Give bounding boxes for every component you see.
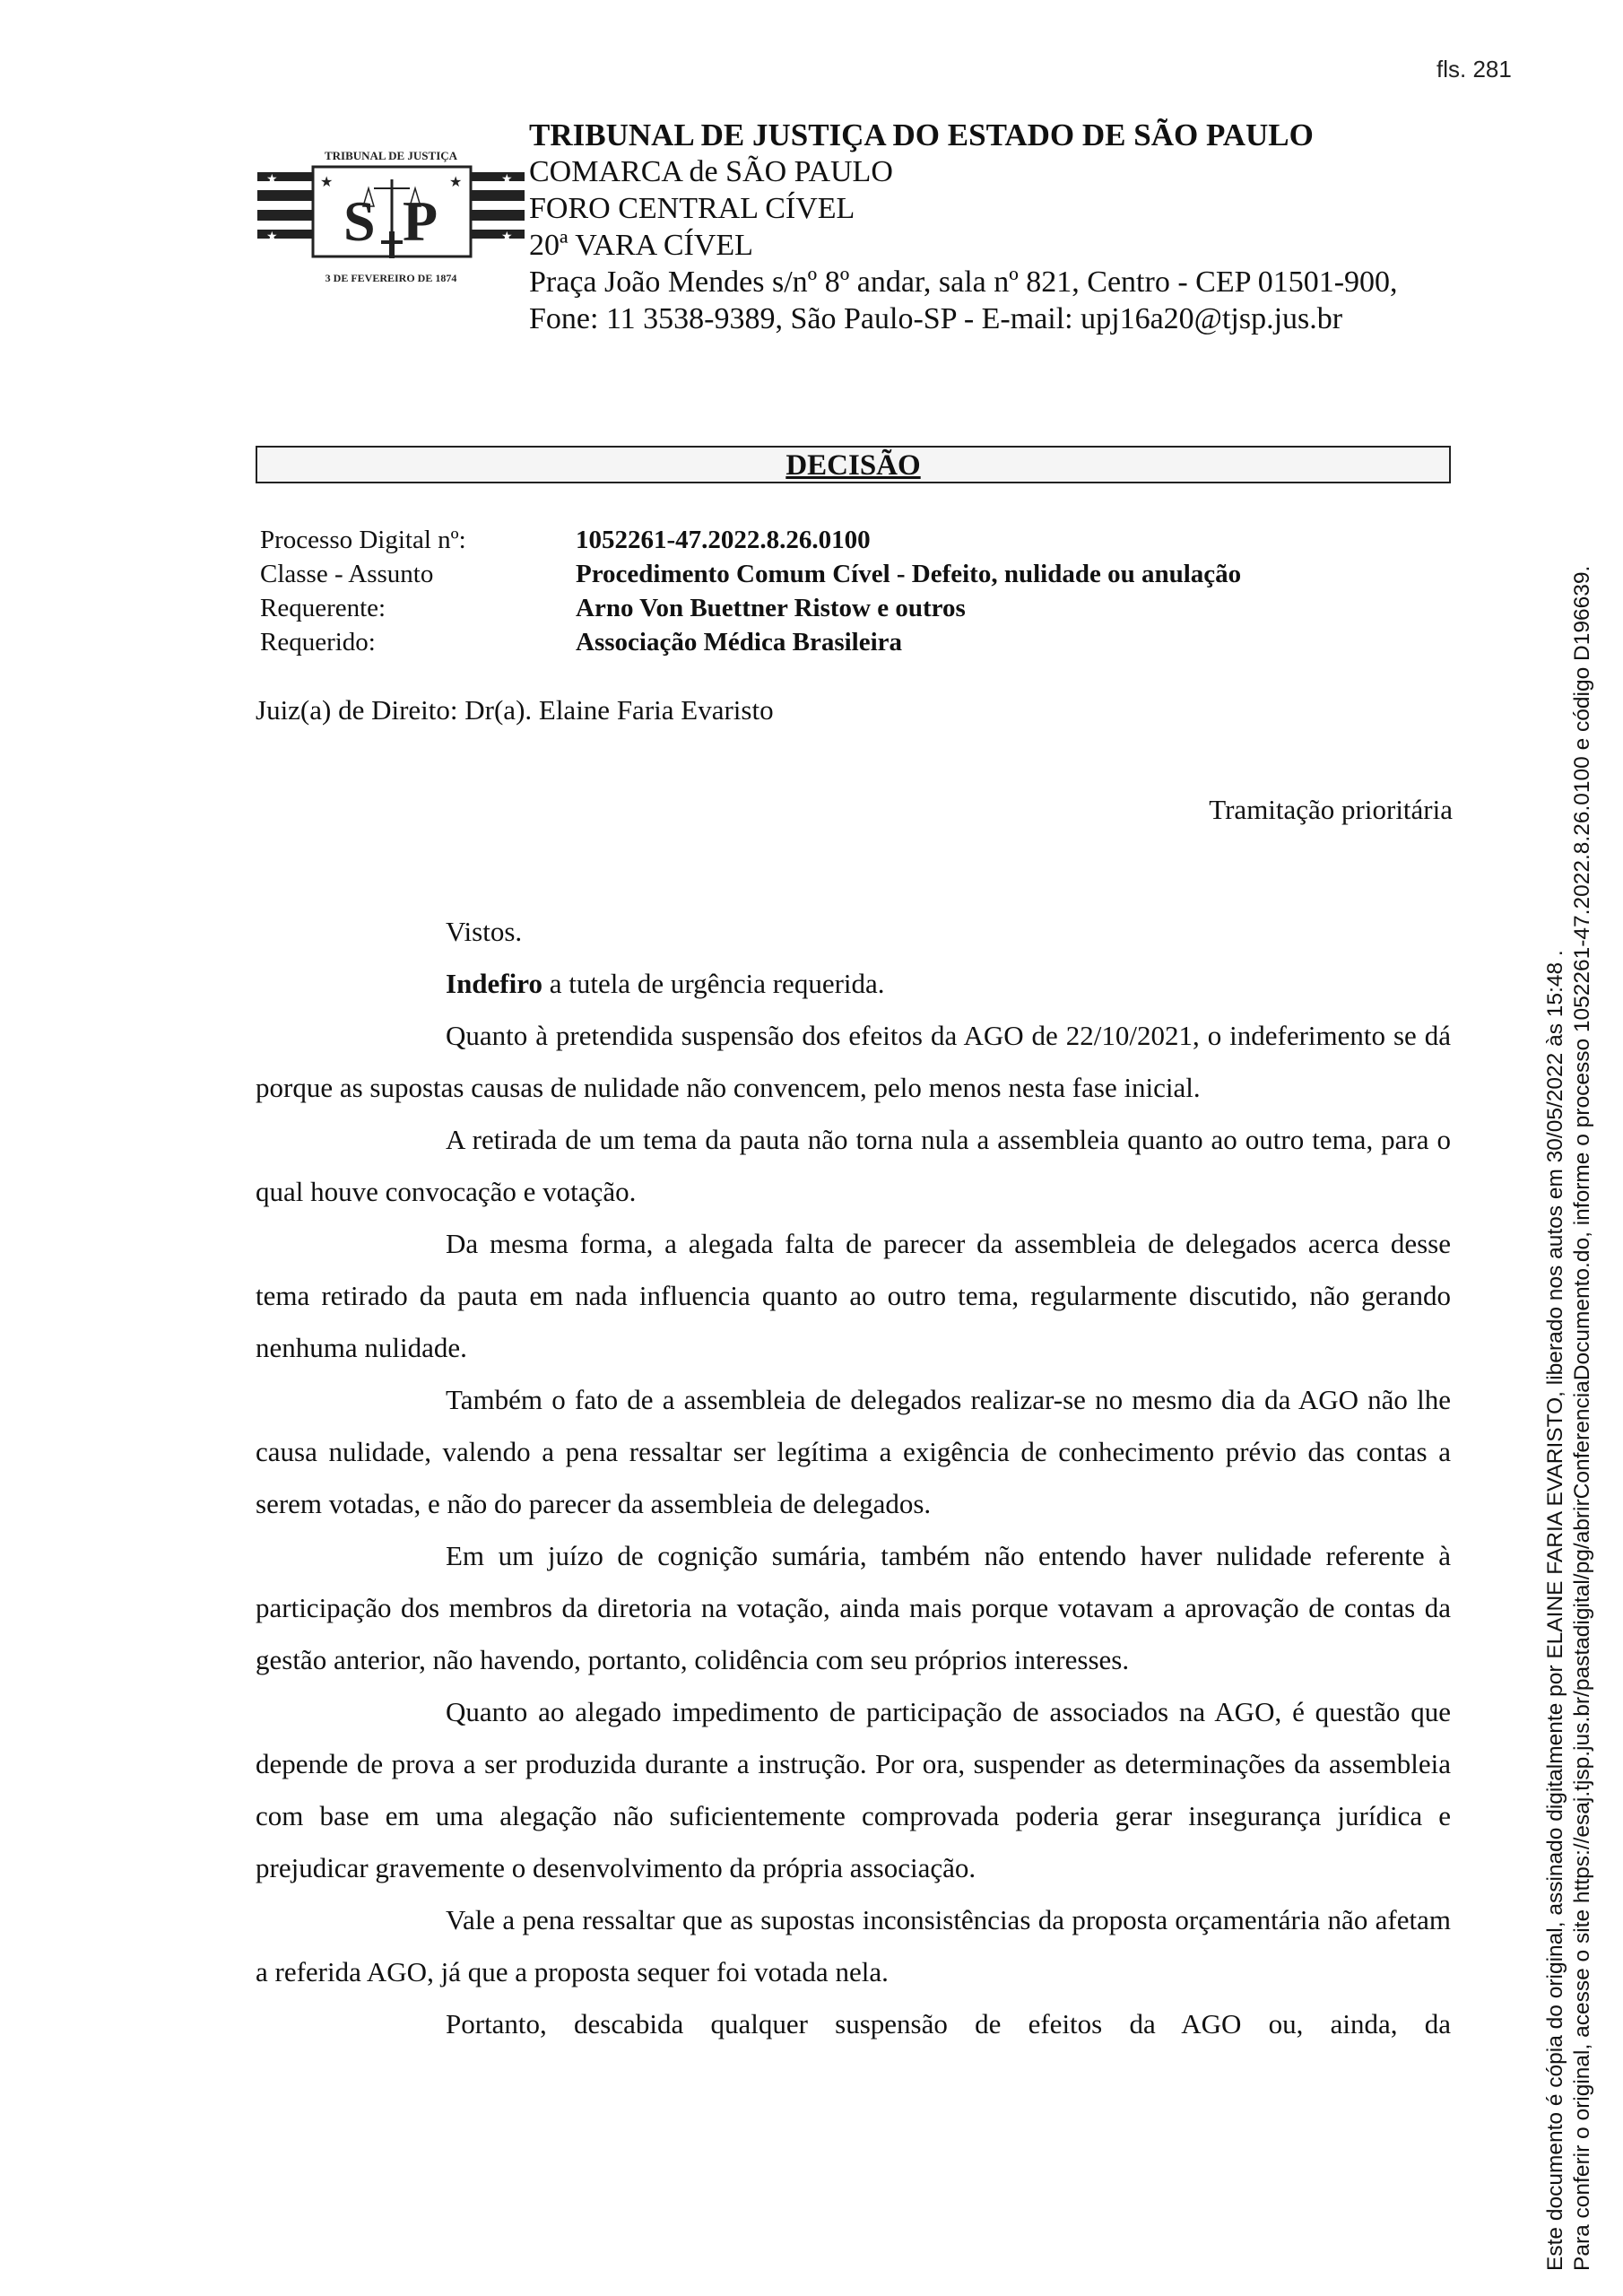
logo-bottom-text: 3 DE FEVEREIRO DE 1874 [325, 272, 457, 284]
svg-text:★: ★ [449, 175, 463, 190]
defendant-value: Associação Médica Brasileira [576, 628, 903, 657]
decision-body [256, 906, 1451, 2050]
class-label: Classe - Assunto [260, 560, 434, 588]
process-label: Processo Digital nº: [260, 526, 466, 554]
svg-text:★: ★ [320, 175, 334, 190]
signature-line-1: Este documento é cópia do original, assinado digitalmente por ELAINE FARIA EVARISTO, liberado nos autos em 30/05/2022 às 15:48 . [1543, 950, 1567, 2271]
logo-top-text: TRIBUNAL DE JUSTIÇA [324, 149, 458, 162]
digital-signature-note [1542, 566, 1596, 2271]
plaintiff-label: Requerente: [260, 594, 386, 622]
plaintiff-value: Arno Von Buettner Ristow e outros [576, 594, 966, 622]
defendant-label: Requerido: [260, 628, 376, 657]
address: Praça João Mendes s/nº 8º andar, sala nº 821, Centro - CEP 01501-900, [529, 265, 1398, 299]
comarca: COMARCA de SÃO PAULO [529, 155, 893, 188]
logo-right-letter: P [403, 189, 438, 253]
paragraph-vistos: Vistos. [446, 916, 523, 947]
paragraph: Também o fato de a assembleia de delegados realizar-se no mesmo dia da AGO não lhe causa nulidade, valendo a pena ressaltar ser legítima a exigência de conhecimento prévio das contas a serem votadas, e não do parecer da assembleia de delegados. [256, 1384, 1451, 1519]
court-logo [257, 106, 525, 291]
court-name: TRIBUNAL DE JUSTIÇA DO ESTADO DE SÃO PAULO [529, 117, 1314, 152]
indefiro-bold: Indefiro [446, 968, 542, 999]
defendant-row [260, 625, 1453, 659]
class-row [260, 557, 1453, 591]
priority-line: Tramitação prioritária [1209, 794, 1453, 825]
paragraph-last: Portanto, descabida qualquer suspensão de efeitos da AGO ou, ainda, da [446, 2008, 1451, 2039]
logo-left-letter: S [343, 189, 376, 253]
vara: 20ª VARA CÍVEL [529, 229, 753, 262]
paragraph: Vale a pena ressaltar que as supostas inconsistências da proposta orçamentária não afetam a referida AGO, já que a proposta sequer foi votada nela. [256, 1904, 1451, 1987]
svg-text:★: ★ [266, 230, 278, 244]
process-row [260, 523, 1453, 557]
plaintiff-row [260, 591, 1453, 625]
decision-title: DECISÃO [785, 449, 921, 482]
class-value: Procedimento Comum Cível - Defeito, nulidade ou anulação [576, 560, 1242, 588]
process-info [260, 523, 1453, 659]
svg-text:★: ★ [266, 173, 278, 187]
paragraph: Quanto à pretendida suspensão dos efeitos da AGO de 22/10/2021, o indeferimento se dá porque as supostas causas de nulidade não convencem, pelo menos nesta fase inicial. [256, 1020, 1451, 1103]
indefiro-rest: a tutela de urgência requerida. [542, 968, 885, 999]
contact: Fone: 11 3538-9389, São Paulo-SP - E-mail: upj16a20@tjsp.jus.br [529, 302, 1343, 335]
process-value: 1052261-47.2022.8.26.0100 [576, 526, 871, 554]
signature-line-2: Para conferir o original, acesse o site https://esaj.tjsp.jus.br/pastadigital/pg/abrirConferenciaDocumento.do, informe o processo 1052261-47.2022.8.26.0100 e código D196639. [1570, 565, 1594, 2271]
page-number: fls. 281 [1436, 56, 1512, 83]
paragraph: Da mesma forma, a alegada falta de parecer da assembleia de delegados acerca desse tema retirado da pauta em nada influencia quanto ao outro tema, regularmente discutido, não gerando nenhuma nulidade. [256, 1228, 1451, 1363]
tjsp-seal-icon [257, 106, 525, 291]
paragraph: Quanto ao alegado impedimento de participação de associados na AGO, é questão que depende de prova a ser produzida durante a instrução. Por ora, suspender as determinações da assembleia com base em uma alegação não suficientemente comprovada poderia gerar insegurança jurídica e prejudicar gravemente o desenvolvimento da própria associação. [256, 1696, 1451, 1883]
court-header [529, 117, 1426, 337]
judge-line: Juiz(a) de Direito: Dr(a). Elaine Faria Evaristo [256, 694, 774, 726]
decision-title-box [256, 446, 1451, 483]
svg-text:★: ★ [501, 230, 513, 244]
paragraph-indefiro [256, 958, 1451, 1010]
foro: FORO CENTRAL CÍVEL [529, 192, 855, 225]
paragraph: A retirada de um tema da pauta não torna nula a assembleia quanto ao outro tema, para o qual houve convocação e votação. [256, 1124, 1451, 1207]
svg-text:★: ★ [501, 173, 513, 187]
paragraph: Em um juízo de cognição sumária, também não entendo haver nulidade referente à participação dos membros da diretoria na votação, ainda mais porque votavam a aprovação de contas da gestão anterior, não havendo, portanto, colidência com seu próprios interesses. [256, 1540, 1451, 1675]
